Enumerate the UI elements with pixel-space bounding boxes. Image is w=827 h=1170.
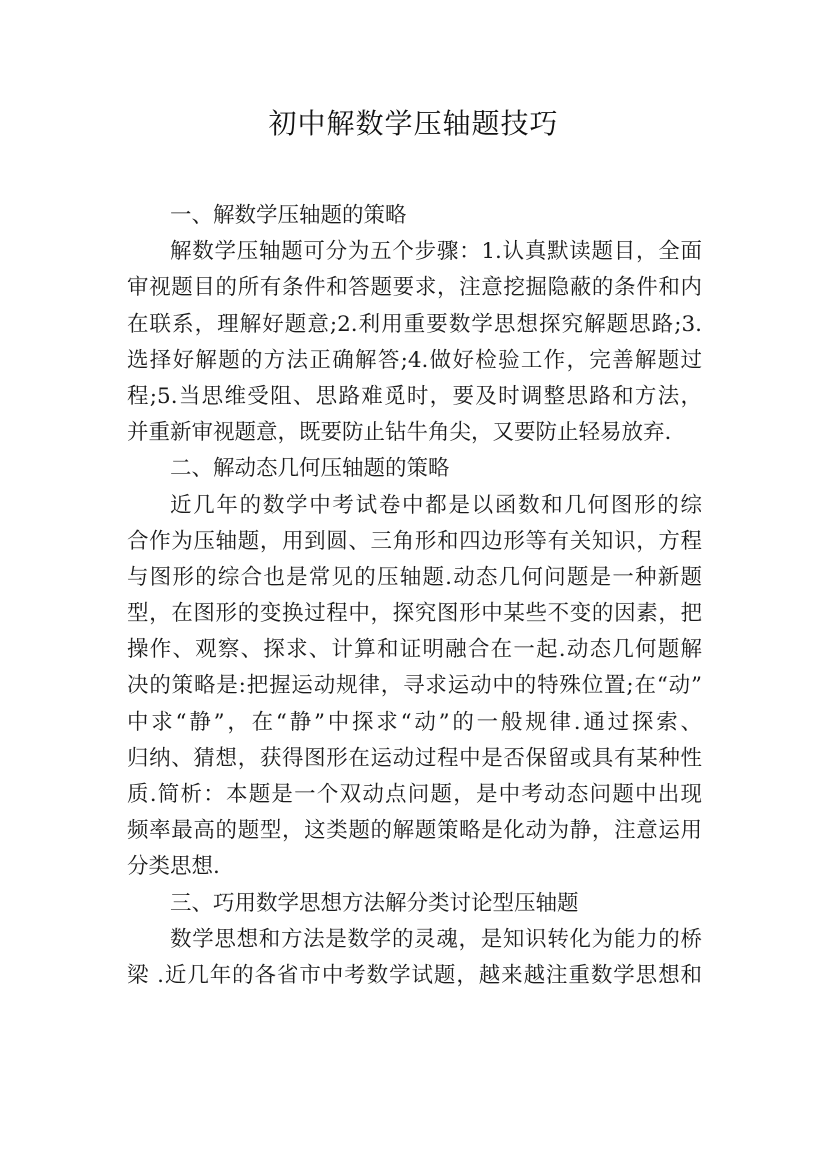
section-heading-2: 二、解动态几何压轴题的策略 <box>170 456 450 482</box>
paragraph-line: 质.简析：本题是一个双动点问题，是中考动态问题中出现 <box>127 782 702 807</box>
paragraph-line: 与图形的综合也是常见的压轴题.动态几何问题是一种新题 <box>127 564 702 590</box>
paragraph-line: 合作为压轴题，用到圆、三角形和四边形等有关知识，方程 <box>127 528 702 554</box>
paragraph-line: 数学思想和方法是数学的灵魂，是知识转化为能力的桥 <box>170 926 702 952</box>
paragraph-line: 归纳、猜想，获得图形在运动过程中是否保留或具有某种性 <box>127 745 702 771</box>
paragraph-line: 在联系，理解好题意;2.利用重要数学思想探究解题思路;3. <box>127 311 702 337</box>
paragraph-line: 选择好解题的方法正确解答;4.做好检验工作，完善解题过 <box>127 347 702 373</box>
paragraph-line: 中求“静”，在“静”中探求“动”的一般规律.通过探索、 <box>127 709 702 735</box>
paragraph-line: 型，在图形的变换过程中，探究图形中某些不变的因素，把 <box>127 601 702 627</box>
document-body <box>127 198 702 994</box>
paragraph-line: 决的策略是:把握运动规律，寻求运动中的特殊位置;在“动” <box>127 673 702 699</box>
section-heading-1: 一、解数学压轴题的策略 <box>170 203 407 228</box>
paragraph-line: 程;5.当思维受阻、思路难觅时，要及时调整思路和方法， <box>127 383 702 409</box>
section-heading-3: 三、巧用数学思想方法解分类讨论型压轴题 <box>170 890 579 916</box>
paragraph-line: 并重新审视题意，既要防止钻牛角尖，又要防止轻易放弃. <box>127 420 672 446</box>
document-title: 初中解数学压轴题技巧 <box>268 107 559 140</box>
paragraph-line: 分类思想. <box>127 854 220 880</box>
paragraph-line: 审视题目的所有条件和答题要求，注意挖掘隐蔽的条件和内 <box>127 275 702 301</box>
paragraph-line: 梁 .近几年的各省市中考数学试题，越来越注重数学思想和 <box>127 962 702 988</box>
paragraph-line: 解数学压轴题可分为五个步骤：1.认真默读题目，全面 <box>170 239 702 265</box>
paragraph-line: 近几年的数学中考试卷中都是以函数和几何图形的综 <box>170 492 702 518</box>
paragraph-line: 频率最高的题型，这类题的解题策略是化动为静，注意运用 <box>127 818 702 844</box>
paragraph-line: 操作、观察、探求、计算和证明融合在一起.动态几何题解 <box>127 637 702 663</box>
